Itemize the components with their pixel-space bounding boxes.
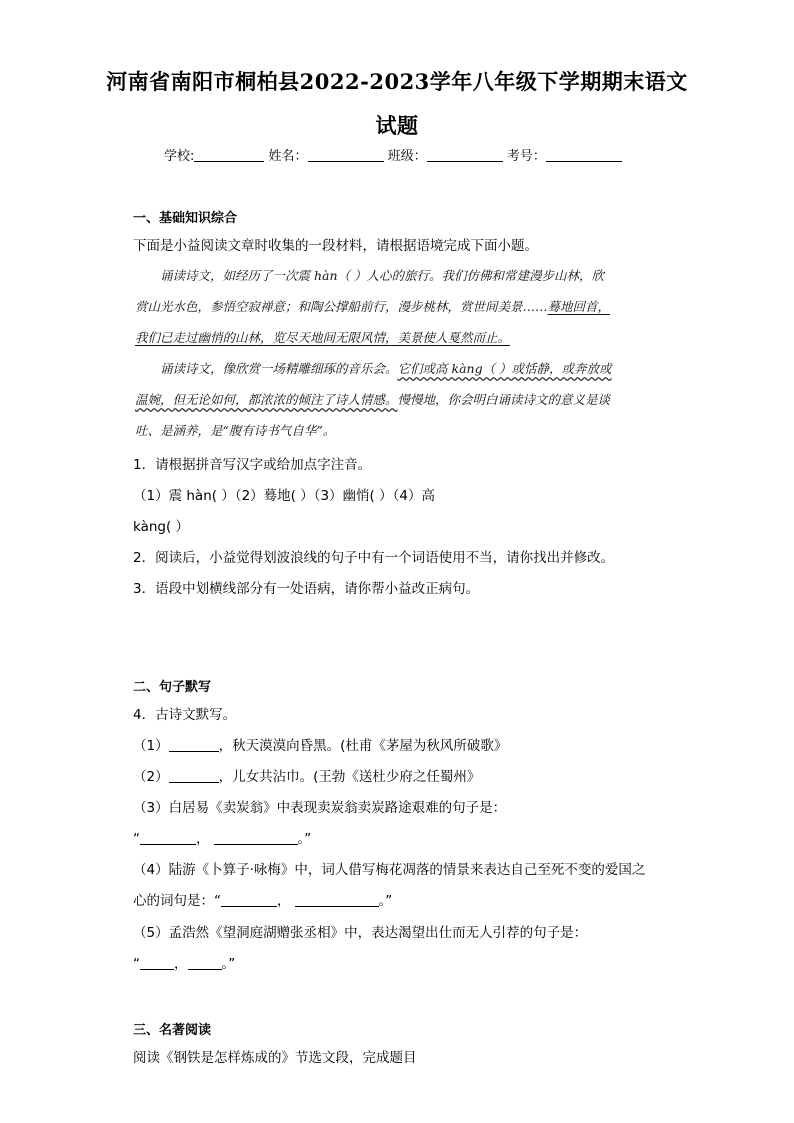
name-label: 姓名： — [268, 149, 308, 164]
exam-number-blank[interactable] — [546, 148, 622, 162]
recite-blank[interactable] — [295, 894, 379, 907]
question-4: 4．古诗文默写。 — [133, 707, 237, 723]
recite-item-2-text: ，儿女共沾巾。(王勃《送杜少府之任蜀州》 — [218, 769, 481, 785]
recite-item-1 — [133, 734, 507, 754]
wavy-sentence-end: 温婉，但无论如何，都浓浓的倾注了诗人情感。 — [135, 392, 398, 407]
question-3: 3．语段中划横线部分有一处语病，请你帮小益改正病句。 — [133, 581, 480, 597]
underlined-sentence-end: 我们已走过幽悄的山林，览尽天地间无限风情，美景使人戛然而止。 — [135, 330, 511, 345]
class-blank[interactable] — [427, 148, 503, 162]
quote-close: 。” — [221, 956, 236, 972]
recite-item-5: （5）孟浩然《望洞庭湖赠张丞相》中，表达渴望出仕而无人引荐的句子是： — [133, 925, 588, 941]
comma: ， — [196, 831, 210, 847]
passage-p2-line1-text: 诵读诗文，像欣赏一场精雕细琢的音乐会。 — [160, 361, 398, 376]
underlined-sentence-start: 蓦地回首， — [547, 299, 611, 314]
quote-open: “ — [133, 956, 140, 972]
passage-p1-line1: 诵读诗文，如经历了一次震 hàn（ ）人心的旅行。我们仿佛和常建漫步山林，欣 — [160, 268, 605, 283]
school-blank[interactable] — [194, 148, 264, 162]
quote-open: “ — [133, 831, 140, 847]
student-info-row — [164, 145, 622, 164]
exam-title: 河南省南阳市桐柏县2022-2023学年八年级下学期期末语文 — [106, 69, 688, 94]
wavy-sentence-start: 它们或高 kàng（ ）或恬静，或奔放或 — [397, 361, 612, 376]
passage-p1-line2-text: 赏山光水色，参悟空寂禅意；和陶公撑船前行，漫步桃林，赏世间美景…… — [135, 299, 548, 314]
quote-close: 。” — [297, 831, 312, 847]
recite-blank[interactable] — [140, 957, 174, 970]
passage-p2-line2 — [135, 390, 610, 408]
recite-blank[interactable] — [169, 770, 219, 783]
recite-item-2 — [133, 765, 480, 785]
recite-item-2-num: （2） — [133, 769, 169, 785]
comma: ， — [174, 956, 188, 972]
exam-number-label: 考号： — [506, 149, 546, 164]
recite-item-4: （4）陆游《卜算子·咏梅》中，词人借写梅花凋落的情景来表达自己至死不变的爱国之 — [133, 862, 646, 878]
passage-p2-line2-text: 慢慢地，你会明白诵读诗文的意义是谈 — [397, 392, 611, 407]
section1-intro: 下面是小益阅读文章时收集的一段材料，请根据语境完成下面小题。 — [133, 238, 538, 254]
recite-blank[interactable] — [188, 957, 222, 970]
question-1-options-cont: kàng( ） — [133, 519, 190, 535]
recite-item-3-answer — [133, 827, 311, 847]
quote-close: 。” — [378, 893, 393, 909]
section3-intro: 阅读《钢铁是怎样炼成的》节选文段，完成题目 — [133, 1050, 417, 1066]
recite-item-1-num: （1） — [133, 738, 169, 754]
passage-p2-line3: 吐、是涵养，是“腹有诗书气自华”。 — [135, 423, 336, 438]
recite-blank[interactable] — [140, 832, 196, 845]
exam-title-continued: 试题 — [375, 113, 419, 138]
question-1: 1．请根据拼音写汉字或给加点字注音。 — [133, 457, 372, 473]
recite-item-1-text: ，秋天漠漠向昏黑。(杜甫《茅屋为秋风所破歌》 — [218, 738, 508, 754]
section-heading-1: 一、基础知识综合 — [133, 211, 238, 226]
recite-item-5-answer — [133, 952, 235, 972]
recite-item-3: （3）白居易《卖炭翁》中表现卖炭翁卖炭路途艰难的句子是： — [133, 800, 507, 816]
recite-blank[interactable] — [221, 894, 277, 907]
question-1-options: （1）震 hàn( ）（2）蓦地( ）（3）幽悄( ）（4）高 — [133, 488, 435, 504]
school-label: 学校: — [164, 149, 195, 164]
name-blank[interactable] — [308, 148, 384, 162]
passage-p2-line1 — [160, 359, 612, 377]
comma: ， — [277, 893, 291, 909]
section-heading-2: 二、句子默写 — [133, 680, 212, 695]
question-2: 2．阅读后，小益觉得划波浪线的句子中有一个词语使用不当，请你找出并修改。 — [133, 550, 615, 566]
recite-item-4-prompt: 心的词句是：“ — [133, 893, 221, 909]
section-heading-3: 三、名著阅读 — [133, 1023, 212, 1038]
recite-item-4-answer — [133, 889, 392, 909]
class-label: 班级： — [387, 149, 427, 164]
recite-blank[interactable] — [214, 832, 298, 845]
passage-p1-line2 — [135, 297, 610, 315]
recite-blank[interactable] — [169, 739, 219, 752]
